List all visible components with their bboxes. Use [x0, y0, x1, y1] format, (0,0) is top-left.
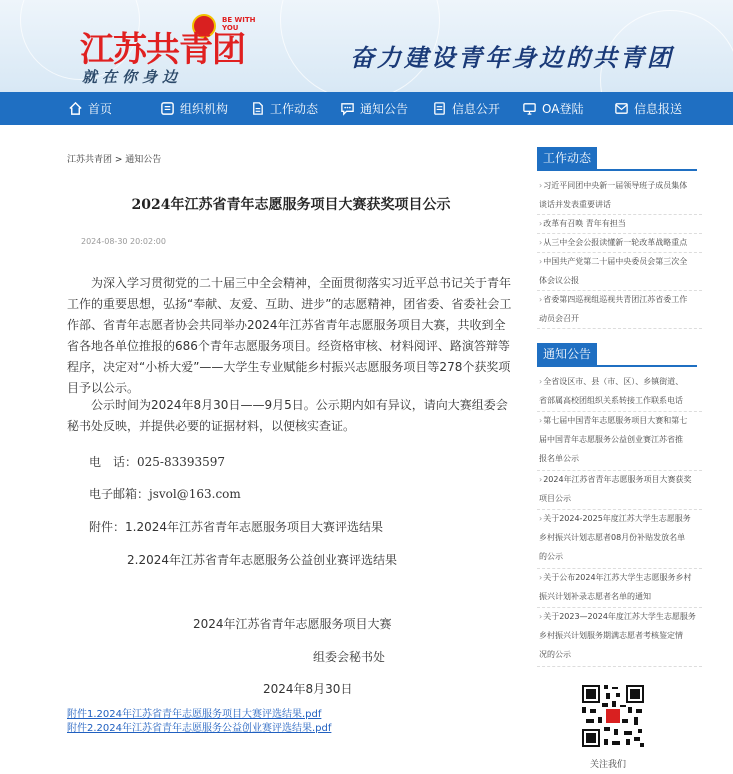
header-slogan: 奋力建设青年身边的共青团	[350, 43, 674, 72]
nav-label: OA登陆	[542, 102, 584, 116]
nav-label: 首页	[88, 102, 113, 116]
article-date: 2024-08-30 20:02:00	[81, 237, 166, 246]
sidebar-item-text: 项目公示	[539, 494, 571, 503]
nav-label: 通知公告	[360, 102, 409, 116]
chevron-right-icon: ›	[539, 377, 543, 386]
monitor-icon	[522, 101, 537, 116]
sidebar-item-label: 习近平同团中央新一届领导班子成员集体	[543, 181, 688, 190]
sidebar-item-text	[539, 176, 702, 195]
attachment-2: 2.2024年江苏省青年志愿服务公益创业赛评选结果	[127, 553, 397, 567]
sidebar-list-item[interactable]	[537, 411, 702, 468]
sidebar-item-text: 乡村振兴计划志愿者08月份补贴发放名单	[539, 533, 686, 543]
sidebar-item-label: 关于2024-2025年度江苏大学生志愿服务	[543, 514, 691, 524]
sidebar-item-text	[539, 372, 702, 391]
nav-item-home[interactable]	[68, 92, 112, 125]
sidebar-item-text	[539, 214, 702, 233]
sidebar-item-text: 况的公示	[539, 650, 571, 660]
chevron-right-icon: ›	[539, 416, 543, 426]
chevron-right-icon: ›	[539, 514, 543, 524]
contact-email	[89, 486, 241, 502]
sidebar-notice-title[interactable]: 通知公告	[537, 343, 597, 365]
sidebar-item-text	[539, 233, 702, 252]
sidebar-item-label: 关于2023—2024年度江苏大学生志愿服务	[543, 612, 696, 622]
sidebar-item-text: 体会议公报	[539, 276, 579, 285]
sidebar-list-item[interactable]	[537, 290, 702, 328]
sidebar-item-text: 谈话并发表重要讲话	[539, 200, 611, 209]
contact-phone	[89, 454, 225, 470]
sidebar-item-text: 动员会召开	[539, 314, 579, 323]
sidebar-item-text	[539, 470, 702, 489]
chevron-right-icon: ›	[539, 219, 543, 228]
sidebar-notice-rule	[537, 365, 697, 367]
breadcrumb	[67, 152, 161, 165]
list-divider	[537, 666, 702, 667]
signature-date: 2024年8月30日	[263, 682, 353, 696]
sidebar-item-text: 报名单公示	[539, 454, 579, 464]
breadcrumb-separator: >	[112, 155, 126, 165]
attachment-link-2[interactable]: 附件2.2024年江苏省青年志愿服务公益创业赛评选结果.pdf	[67, 723, 332, 734]
home-icon	[68, 101, 83, 116]
chevron-right-icon: ›	[539, 295, 543, 304]
phone-value: 025-83393597	[137, 455, 226, 469]
main-nav	[0, 92, 733, 125]
article-title: 2024年江苏省青年志愿服务项目大赛获奖项目公示	[131, 197, 451, 213]
nav-label: 信息公开	[452, 102, 501, 116]
qr-caption: 关注我们	[590, 760, 627, 770]
nav-item-org[interactable]	[160, 92, 228, 125]
nav-label: 工作动态	[270, 102, 319, 116]
sidebar-list-item[interactable]	[537, 470, 702, 508]
chat-icon	[340, 101, 355, 116]
logo-title: 江苏共青团	[80, 30, 245, 70]
article-paragraph: 公示时间为2024年8月30日——9月5日。公示期内如有异议，请向大赛组委会秘书处反映，并提供必要的证据材料，以便核实查证。	[67, 398, 508, 433]
sidebar-item-label: 中国共产党第二十届中央委员会第三次全	[543, 257, 688, 266]
sidebar-item-text: 振兴计划补录志愿者名单的通知	[539, 592, 651, 601]
sidebar-list-item[interactable]	[537, 372, 702, 410]
doc-icon	[432, 101, 447, 116]
phone-label: 电 话：	[89, 455, 138, 469]
chevron-right-icon: ›	[539, 181, 543, 190]
nav-item-report[interactable]	[614, 92, 682, 125]
logo-tag: BE WITH YOU	[222, 16, 256, 32]
signature-org: 2024年江苏省青年志愿服务项目大赛	[193, 617, 392, 631]
chevron-right-icon: ›	[539, 612, 543, 622]
sidebar-work-title[interactable]: 工作动态	[537, 147, 597, 169]
attachment-1-text: 1.2024年江苏省青年志愿服务项目大赛评选结果	[125, 520, 384, 534]
qr-code-icon	[580, 683, 646, 749]
sidebar-item-text	[539, 290, 702, 309]
sidebar-list-item[interactable]	[537, 176, 702, 214]
sidebar-item-text	[539, 568, 702, 587]
sidebar-item-label: 改革有召唤 青年有担当	[543, 219, 626, 228]
chevron-right-icon: ›	[539, 475, 543, 484]
sidebar-item-label: 2024年江苏省青年志愿服务项目大赛获奖	[543, 475, 692, 484]
sidebar-list-item[interactable]	[537, 233, 702, 252]
sidebar-list-item[interactable]	[537, 252, 702, 290]
attachment-1	[89, 519, 383, 535]
list-divider	[537, 328, 702, 329]
sidebar-item-text: 省部属高校团组织关系转接工作联系电话	[539, 396, 683, 405]
nav-label: 信息报送	[634, 102, 683, 116]
nav-item-info[interactable]	[432, 92, 500, 125]
email-label: 电子邮箱：	[89, 487, 150, 501]
article-paragraph: 为深入学习贯彻党的二十届三中全会精神，全面贯彻落实习近平总书记关于青年工作的重要思想，弘扬“奉献、友爱、互助、进步”的志愿精神，团省委、省委社会工作部、省青年志愿者协会共同举办2024年江苏省青年志愿服务项目大赛，共收到全省各地各单位推报的686个青年志愿服务项目。经资格审核、材料阅评、路演答辩等程序，决定对“小桥大爱”——大学生专业赋能乡村振兴志愿服务项目等278个获奖项目予以公示。	[67, 276, 512, 395]
logo-subtitle: 就在你身边	[82, 68, 183, 86]
sidebar-list-item[interactable]	[537, 568, 702, 606]
breadcrumb-current[interactable]: 通知公告	[125, 155, 162, 165]
sidebar-list-item[interactable]	[537, 214, 702, 233]
email-value: jsvol@163.com	[149, 487, 241, 501]
send-icon	[614, 101, 629, 116]
chevron-right-icon: ›	[539, 238, 543, 247]
sidebar-item-label: 第七届中国青年志愿服务项目大赛和第七	[543, 416, 688, 426]
attachment-link-1[interactable]: 附件1.2024年江苏省青年志愿服务项目大赛评选结果.pdf	[67, 709, 322, 720]
nav-item-oa[interactable]	[522, 92, 583, 125]
nav-item-work[interactable]	[250, 92, 318, 125]
sidebar-item-text	[539, 509, 702, 528]
sidebar-item-text: 乡村振兴计划服务期满志愿者考核鉴定情	[539, 631, 683, 641]
site-header	[0, 0, 733, 92]
sidebar-item-label: 从三中全会公报读懂新一轮改革战略重点	[543, 238, 688, 247]
sidebar-work-rule	[537, 169, 697, 171]
sidebar-item-label: 全省设区市、县（市、区）、乡镇街道、	[543, 377, 684, 386]
sidebar-item-text: 的公示	[539, 552, 563, 562]
site-logo[interactable]	[72, 14, 272, 90]
sidebar-item-label: 省委第四巡视组巡视共青团江苏省委工作	[543, 295, 688, 304]
sidebar-item-text	[539, 607, 702, 626]
chevron-right-icon: ›	[539, 257, 543, 266]
attachment-label: 附件：	[89, 520, 126, 534]
chevron-right-icon: ›	[539, 573, 543, 582]
sidebar-item-text	[539, 252, 702, 271]
sidebar-list-item[interactable]	[537, 607, 702, 664]
sidebar-item-text	[539, 411, 702, 430]
breadcrumb-home-link[interactable]: 江苏共青团	[67, 155, 113, 165]
org-icon	[160, 101, 175, 116]
signature-office: 组委会秘书处	[313, 650, 386, 664]
nav-item-notice[interactable]	[340, 92, 408, 125]
news-icon	[250, 101, 265, 116]
nav-label: 组织机构	[180, 102, 229, 116]
sidebar-item-text: 届中国青年志愿服务公益创业赛江苏省推	[539, 435, 683, 445]
sidebar-item-label: 关于公布2024年江苏大学生志愿服务乡村	[543, 573, 692, 582]
sidebar-list-item[interactable]	[537, 509, 702, 566]
